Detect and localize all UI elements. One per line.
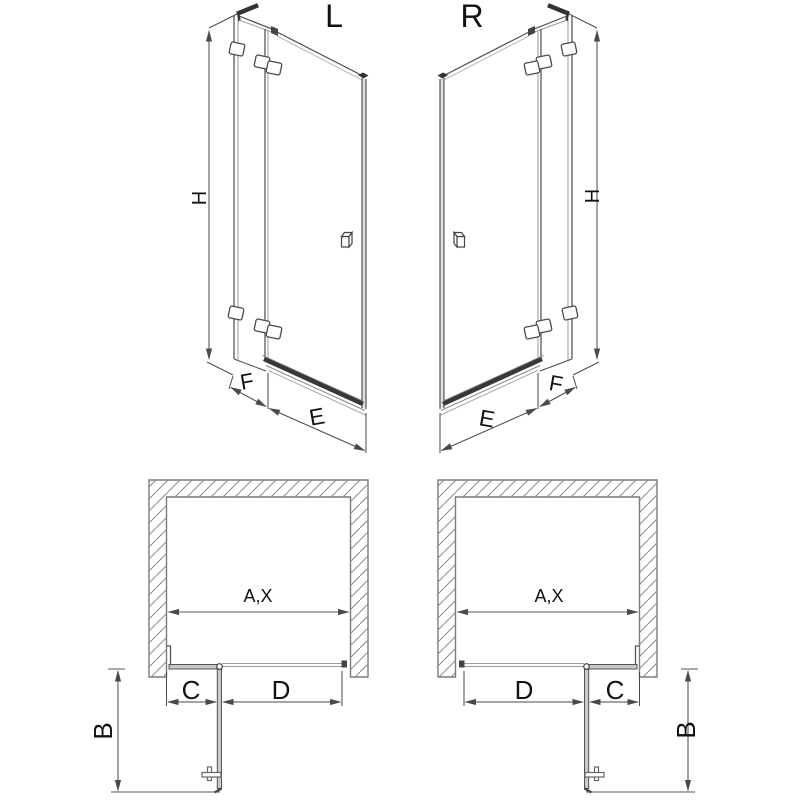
label-fixed-width-right: F [547, 370, 565, 397]
label-door-segment-left-plan: D [271, 675, 291, 705]
right-plan-walls [438, 480, 657, 677]
label-door-projection-left-plan: B [88, 722, 118, 740]
label-door-width-right: E [477, 404, 497, 433]
label-fixed-segment-left-plan: C [181, 675, 201, 705]
label-opening-width-left-plan: A,X [243, 586, 273, 606]
label-door-segment-right-plan: D [514, 675, 534, 705]
label-opening-width-right-plan: A,X [534, 586, 564, 606]
left-plan-walls [149, 480, 368, 677]
label-height-right: H [582, 188, 604, 204]
label-height-left: H [189, 190, 211, 206]
label-door-width-left: E [307, 402, 327, 431]
left-plan-details [108, 612, 349, 793]
label-fixed-segment-right-plan: C [605, 675, 625, 705]
label-door-projection-right-plan: B [671, 721, 701, 739]
right-plan-details [458, 612, 699, 793]
label-fixed-width-left: F [238, 368, 256, 395]
left-variant-elevation [207, 6, 369, 453]
right-plan-wall-hatch [438, 480, 657, 677]
left-plan-wall-hatch [149, 480, 368, 677]
right-variant-elevation [438, 6, 600, 453]
label-variant-right: R [460, 0, 484, 34]
label-variant-left: L [325, 0, 343, 34]
